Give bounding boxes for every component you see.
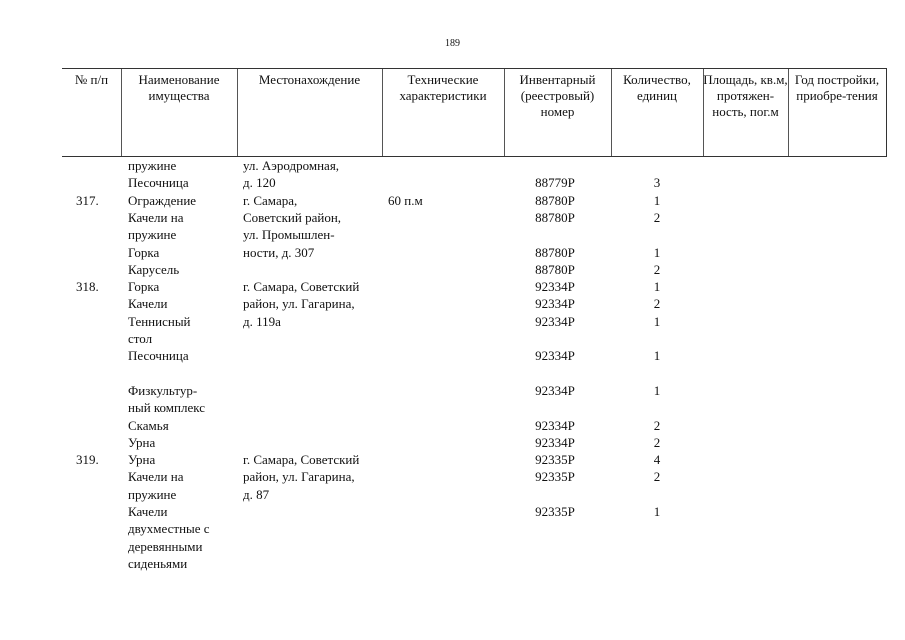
header-year: Год постройки, приобре-тения <box>794 72 880 103</box>
item-name: Горка <box>128 244 160 260</box>
item-inventory: 88780Р <box>535 261 575 277</box>
row-number: 319. <box>76 452 99 468</box>
item-name: сиденьями <box>128 555 188 571</box>
item-location: ности, д. 307 <box>243 244 315 260</box>
item-quantity: 2 <box>653 434 661 450</box>
item-location: ул. Аэродромная, <box>243 158 340 173</box>
item-name: двухместные с <box>128 521 210 537</box>
table-row <box>0 174 905 191</box>
header-area: Площадь, кв.м, протяжен-ность, пог.м <box>703 72 788 119</box>
item-name: Качели <box>128 504 168 519</box>
item-name: ный комплекс <box>128 400 206 416</box>
item-quantity: 2 <box>653 261 661 277</box>
item-name: Карусель <box>128 261 180 277</box>
table-row <box>0 226 905 243</box>
page-number: 189 <box>445 38 460 49</box>
header-inventory: Инвентарный (реестровый) номер <box>519 72 596 119</box>
table-row <box>0 538 905 555</box>
item-name: пружине <box>128 486 177 502</box>
item-inventory: 92334Р <box>535 382 575 398</box>
table-row <box>0 486 905 503</box>
item-quantity: 1 <box>653 279 661 295</box>
table-row <box>0 347 905 364</box>
row-number: 317. <box>76 192 99 208</box>
item-quantity: 1 <box>653 382 661 398</box>
table-row <box>0 244 905 261</box>
row-number: 318. <box>76 279 99 295</box>
item-quantity: 1 <box>653 244 661 260</box>
item-location: г. Самара, Советский <box>243 279 360 295</box>
item-name: пружине <box>128 158 177 173</box>
item-name: Качели на <box>128 209 184 225</box>
header-location: Местонахождение <box>258 72 361 87</box>
item-name: Горка <box>128 279 160 295</box>
item-name: Физкультур- <box>128 382 198 398</box>
item-name: Песочница <box>128 175 189 191</box>
item-location: Советский район, <box>243 209 342 225</box>
item-location: район, ул. Гагарина, <box>243 296 355 312</box>
item-name: деревянными <box>128 538 203 554</box>
item-name: Качели <box>128 296 168 312</box>
table-row <box>0 399 905 416</box>
item-inventory: 92335Р <box>535 504 575 519</box>
item-name: Качели на <box>128 469 184 485</box>
item-quantity: 2 <box>653 296 661 312</box>
header-tech: Технические характеристики <box>399 72 487 103</box>
item-inventory: 88780Р <box>535 244 575 260</box>
item-inventory: 92335Р <box>535 469 575 485</box>
table-row <box>0 192 905 209</box>
table-row <box>0 157 905 174</box>
table-row <box>0 209 905 226</box>
item-name: Ограждение <box>128 192 197 208</box>
item-inventory: 92335Р <box>535 452 575 468</box>
item-quantity: 1 <box>653 504 661 519</box>
item-inventory: 88780Р <box>535 192 575 208</box>
table-row <box>0 503 905 520</box>
item-location: г. Самара, <box>243 192 298 208</box>
item-tech: 60 п.м <box>388 192 423 208</box>
table-row <box>0 382 905 399</box>
table-row <box>0 417 905 434</box>
item-inventory: 92334Р <box>535 279 575 295</box>
item-location: д. 120 <box>243 175 276 191</box>
item-quantity: 4 <box>653 452 661 468</box>
item-location: г. Самара, Советский <box>243 452 360 468</box>
item-quantity: 3 <box>653 175 661 191</box>
item-inventory: 92334Р <box>535 434 575 450</box>
table-row <box>0 434 905 451</box>
header-name: Наименование имущества <box>138 72 220 103</box>
header-quantity: Количество, единиц <box>623 72 691 103</box>
table-row <box>0 365 905 382</box>
item-quantity: 1 <box>653 348 661 364</box>
item-location: д. 87 <box>243 486 270 502</box>
table-row <box>0 330 905 347</box>
item-name: Теннисный <box>128 313 191 329</box>
item-quantity: 2 <box>653 209 661 225</box>
item-quantity: 1 <box>653 313 661 329</box>
item-location: д. 119а <box>243 313 281 329</box>
item-inventory: 92334Р <box>535 313 575 329</box>
table-row <box>0 468 905 485</box>
item-inventory: 92334Р <box>535 296 575 312</box>
table-row <box>0 555 905 572</box>
item-inventory: 88779Р <box>535 175 575 191</box>
item-location: ул. Промышлен- <box>243 227 335 243</box>
item-quantity: 2 <box>653 417 661 433</box>
item-name: стол <box>128 331 153 346</box>
table-header <box>62 68 887 157</box>
item-name: Урна <box>128 434 156 450</box>
table-row <box>0 451 905 468</box>
table-row <box>0 313 905 330</box>
table-row <box>0 278 905 295</box>
table-row <box>0 295 905 312</box>
item-inventory: 92334Р <box>535 417 575 433</box>
header-number: № п/п <box>74 72 109 87</box>
item-name: Скамья <box>128 417 169 433</box>
item-name: Песочница <box>128 348 189 364</box>
item-location: район, ул. Гагарина, <box>243 469 355 485</box>
table-row <box>0 261 905 278</box>
item-inventory: 92334Р <box>535 348 575 364</box>
item-name: пружине <box>128 227 177 243</box>
item-name: Урна <box>128 452 156 468</box>
table-row <box>0 520 905 537</box>
item-quantity: 1 <box>653 192 661 208</box>
item-quantity: 2 <box>653 469 661 485</box>
item-inventory: 88780Р <box>535 209 575 225</box>
